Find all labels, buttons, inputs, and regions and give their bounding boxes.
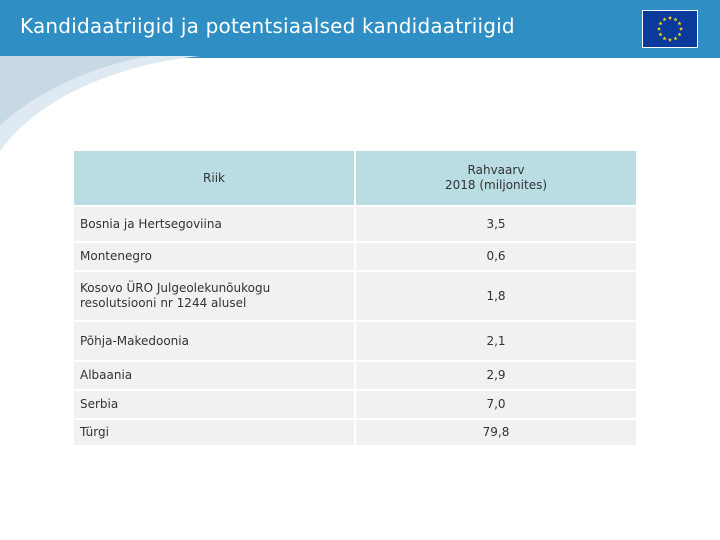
eu-flag-icon [642,10,698,48]
table-row [74,362,636,391]
country-cell-line2: resolutsiooni nr 1244 alusel [80,296,247,310]
population-cell: 2,1 [356,322,636,362]
header-population-line2: 2018 (miljonites) [444,178,548,192]
table-row [74,322,636,362]
header-population [356,151,636,207]
country-cell: Albaania [74,362,356,391]
table-row [74,391,636,420]
header-bar [0,0,720,58]
population-cell: 7,0 [356,391,636,420]
decorative-swoosh [0,56,360,156]
country-cell: Bosnia ja Hertsegoviina [74,207,356,243]
table-row [74,420,636,447]
population-table-wrap [74,151,636,447]
page-title: Kandidaatriigid ja potentsiaalsed kandidaatriigid [20,14,515,38]
table-row [74,272,636,322]
country-cell: Türgi [74,420,356,447]
header-country [74,151,356,207]
population-cell: 0,6 [356,243,636,272]
country-cell [74,272,356,322]
header-population-line1: Rahvaarv [467,163,525,177]
table-row [74,207,636,243]
country-cell: Serbia [74,391,356,420]
country-cell: Põhja-Makedoonia [74,322,356,362]
population-table [74,151,636,447]
table-header-row [74,151,636,207]
population-cell: 3,5 [356,207,636,243]
country-cell: Montenegro [74,243,356,272]
population-cell: 1,8 [356,272,636,322]
country-cell-line1: Kosovo ÜRO Julgeolekunõukogu [80,281,271,295]
table-row [74,243,636,272]
header-country-label: Riik [203,170,225,185]
population-cell: 2,9 [356,362,636,391]
population-cell: 79,8 [356,420,636,447]
